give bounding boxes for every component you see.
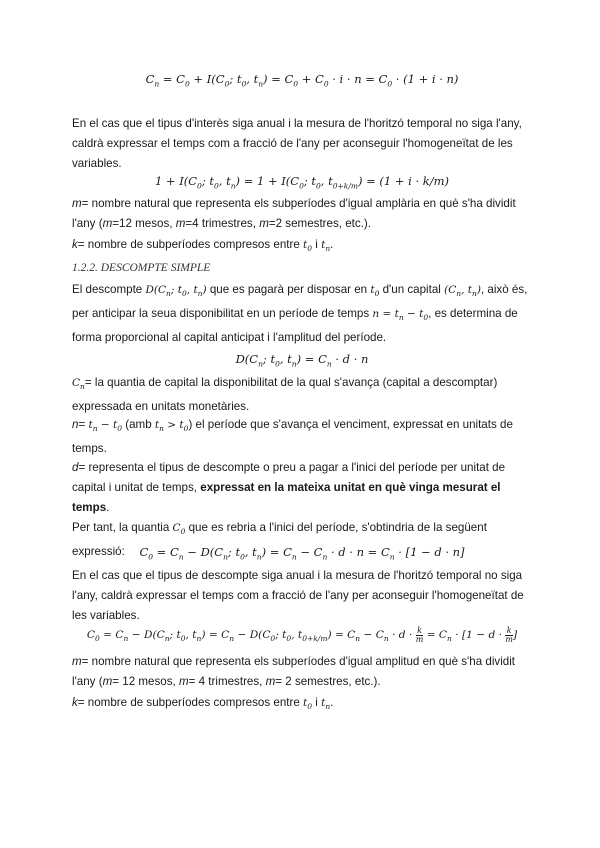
paragraph-discount-fraction: En el cas que el tipus de descompte siga anual i la mesura de l'horitzó temporal no siga l'any, caldrà expressar el temps com a fracció de l'any per aconseguir l'homogeneïtat de les variables. (72, 569, 524, 622)
definition-n: $n= t_n - t_0$ (amb $t_n > t_0$) el període que s'avança el venciment, expressat en unitats de temps. (72, 418, 513, 456)
equation-c0-fraction: $C_0 = C_n - D(C_n$; $t_0$, $t_n) = C_n - D(C_0$; $t_0$, $t_{0+k/m}) = C_n - C_n \cdot d$ · $\frac{k}{m}$ = $C_n \cdot [1 - d$ · $\frac{k}{m}$ ] (86, 625, 518, 644)
equation-interest-total: $C_n = C_0 + I(C_0$; $t_0$, $t_n) = C_0 + C_0 \cdot i \cdot n = C_0 \cdot (1 + i \cdot n)$ (145, 72, 459, 89)
definition-cn: $C_n=$ la quantia de capital la disponibilitat de la qual s'avança (capital a descomptar) expressada en unitats monetàries. (72, 376, 498, 414)
paragraph-discount-definition: El descompte $D(C_n$; $t_0$, $t_n$) que es pagarà per disposar en $t_0$ d'un capital ($C_n$, $t_n$), això és, per anticipar la seua disponibilitat en un període de temps $n = t_n - t_0$, es determina de forma proporcional al capital anticipat i l'amplitud del període. (72, 283, 528, 345)
paragraph-interest-fraction: En el cas que el tipus d'interès siga anual i la mesura de l'horitzó temporal no siga l'any, caldrà expressar el temps com a fracció de l'any per aconseguir l'homogeneïtat de les variables. (72, 117, 522, 170)
definition-k-2: k= nombre de subperíodes compresos entre $t_0$ i $t_n$. (72, 696, 334, 712)
definition-m: m= nombre natural que representa els subperíodes d'igual amplària en què s'ha dividit l'any (m=12 mesos, m=4 trimestres, m=2 semestres, etc.). (72, 197, 516, 230)
equation-discount: $D(C_n$; $t_0$, $t_n) = C_n \cdot d \cdot n$ (235, 352, 369, 369)
equation-c0: $C_0 = C_n - D(C_n$; $t_0$, $t_n) = C_n - C_n \cdot d \cdot n = C_n \cdot [1 - d \cdot n]$ (139, 545, 465, 562)
paragraph-quantity-c0: Per tant, la quantia $C_0$ que es rebria a l'inici del període, s'obtindria de la següent expressió: (72, 521, 487, 559)
definition-k: k= nombre de subperíodes compresos entre $t_0$ i $t_n$. (72, 238, 334, 254)
definition-m-2: m= nombre natural que representa els subperíodes d'igual amplitud en què s'ha dividit l'any (m= 12 mesos, m= 4 trimestres, m= 2 semestres, etc.). (72, 655, 516, 688)
section-heading: 1.2.2. DESCOMPTE SIMPLE (72, 262, 211, 274)
definition-d: d= representa el tipus de descompte o preu a pagar a l'inici del període per unitat de capital i unitat de temps, expressat en la mateixa unitat en què vinga mesurat el temps. (72, 461, 506, 514)
equation-interest-fraction: $1 + I(C_0$; $t_0$, $t_n) = 1 + I(C_0$; $t_0$, $t_{0+k/m}) = (1 + i \cdot k/m)$ (154, 174, 450, 191)
